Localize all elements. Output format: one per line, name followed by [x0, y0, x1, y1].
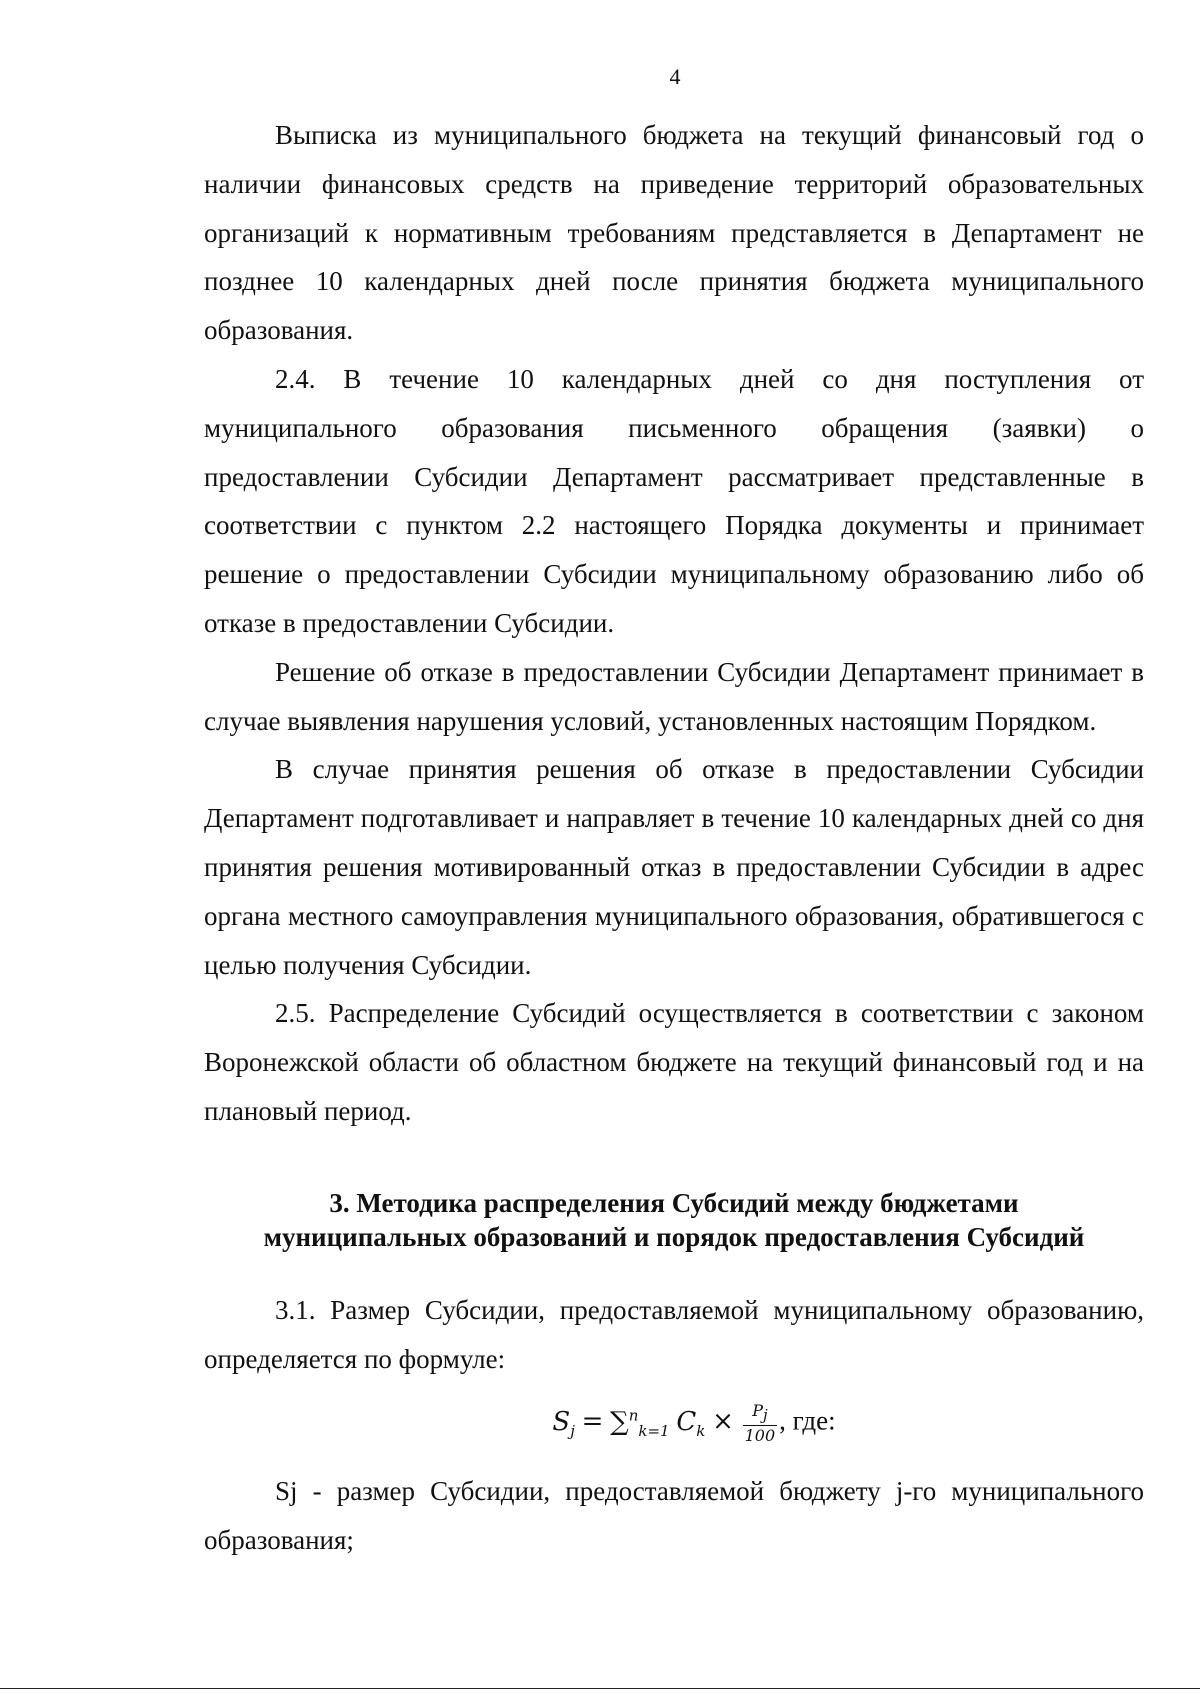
section-heading-line1: 3. Методика распределения Субсидий между бюджетами	[329, 1187, 1019, 1218]
formula-suffix: , где:	[779, 1405, 836, 1436]
document-body	[204, 111, 1144, 1565]
paragraph-refusal-notice: В случае принятия решения об отказе в предоставлении Субсидии Департамент подготавливает и направляет в течение 10 календарных дней со дня принятия решения мотивированный отказ в предоставлении Субсидии в адрес органа местного самоуправления муниципального образования, обратившегося с целью получения Субсидии.	[204, 754, 1144, 980]
bottom-rule	[0, 1688, 1200, 1689]
paragraph-2-5: 2.5. Распределение Субсидий осуществляется в соответствии с законом Воронежской области об областном бюджете на текущий финансовый год и на плановый период.	[204, 998, 1144, 1126]
paragraph-refusal-decision: Решение об отказе в предоставлении Субсидии Департамент принимает в случае выявления нарушения условий, установленных настоящим Порядком.	[204, 656, 1144, 736]
paragraph-extract: Выписка из муниципального бюджета на текущий финансовый год о наличии финансовых средств на приведение территорий образовательных организаций к нормативным требованиям представляется в Департамент не позднее 10 календарных дней после принятия бюджета муниципального образования.	[204, 120, 1144, 346]
section-heading	[204, 1186, 1144, 1254]
subsidy-formula	[204, 1391, 1144, 1455]
formula-times: ×	[712, 1406, 734, 1437]
formula-sum: ∑$^n_{k=1}$	[610, 1406, 670, 1441]
formula-lhs: $S_j$	[552, 1406, 575, 1441]
page-number: 4	[669, 64, 681, 89]
formula-equals: =	[581, 1406, 604, 1437]
formula-term: $C_k$	[676, 1406, 706, 1441]
paragraph-2-4: 2.4. В течение 10 календарных дней со дня поступления от муниципального образования письменного обращения (заявки) о предоставлении Субсидии Департамент рассматривает представленные в соответствии с пунктом 2.2 настоящего Порядка документы и принимает решение о предоставлении Субсидии муниципальному образованию либо об отказе в предоставлении Субсидии.	[204, 363, 1144, 638]
paragraph-sj-definition: Sj - размер Субсидии, предоставляемой бюджету j-го муниципального образования;	[204, 1476, 1144, 1555]
section-heading-line2: муниципальных образований и порядок предоставления Субсидий	[263, 1221, 1085, 1252]
paragraph-3-1: 3.1. Размер Субсидии, предоставляемой муниципальному образованию, определяется по формуле:	[204, 1294, 1144, 1374]
formula-fraction: $\frac{P_j}{100}$	[744, 1401, 776, 1446]
